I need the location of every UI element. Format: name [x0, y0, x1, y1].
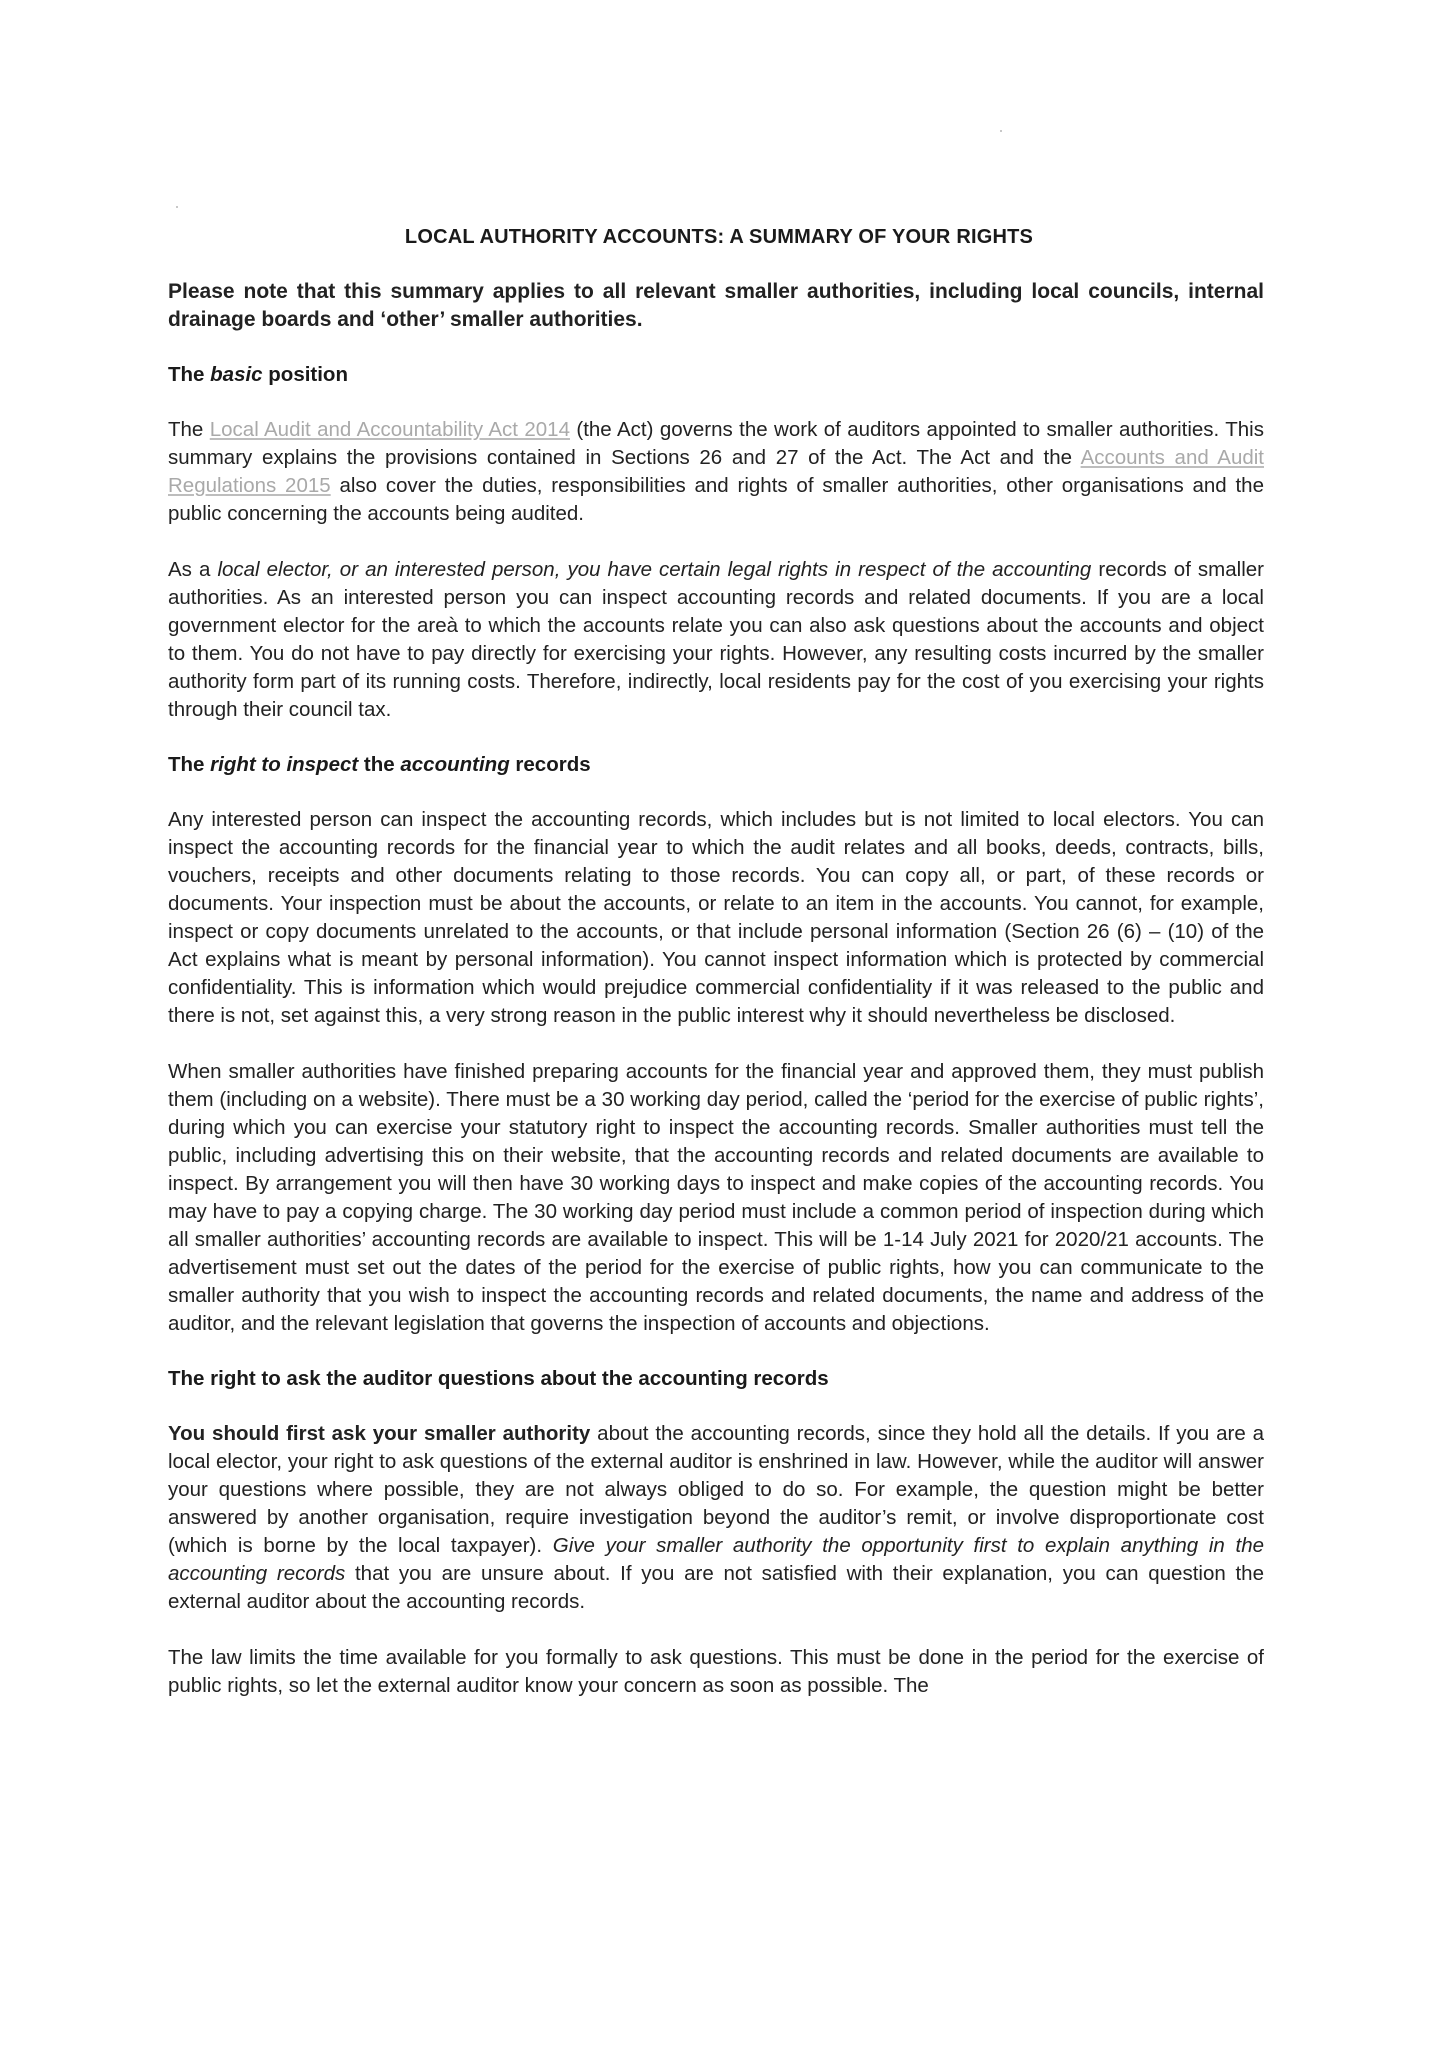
paragraph-public-rights-period: When smaller authorities have finished preparing accounts for the financial year and approved them, they must publish them (including on a website). There must be a 30 working day period, called the ‘period for the exercise of public rights’, during which you can exercise your statutory right to inspect the accounting records. Smaller authorities must tell the public, including advertising this on their website, that the accounting records and related documents are available to inspect. By arrangement you will then have 30 working days to inspect and make copies of the accounting records. You may have to pay a copying charge. The 30 working day period must include a common period of inspection during which all smaller authorities’ accounting records are available to inspect. This will be 1-14 July 2021 for 2020/21 accounts. The advertisement must set out the dates of the period for the exercise of public rights, how you can communicate to the smaller authority that you wish to inspect the accounting records and related documents, the name and address of the auditor, and the relevant legislation that governs the inspection of accounts and objections. — [168, 1060, 1264, 1335]
heading-text-italic: right to inspect — [210, 753, 359, 776]
scan-speck — [176, 206, 178, 208]
paragraph-act — [168, 416, 1264, 528]
heading-text: the — [358, 753, 401, 776]
paragraph-text: also cover the duties, responsibilities and rights of smaller authorities, other organisations and the public concerning the accounts being audited. — [168, 474, 1264, 525]
paragraph-time-limits: The law limits the time available for you formally to ask questions. This must be done in the period for the exercise of public rights, so let the external auditor know your concern as soon as possible. The — [168, 1646, 1264, 1697]
paragraph-text-italic: local elector, or an interested person, you have certain legal rights in respect of the accounting — [217, 558, 1092, 581]
link-accounts-audit-regulations[interactable]: Accounts and Audit Regulations 2015 — [168, 446, 1264, 497]
paragraph-ask-authority-first — [168, 1420, 1264, 1616]
paragraph-text: (the Act) governs the work of auditors appointed to smaller authorities. This summary explains the provisions contained in Sections 26 and 27 of the Act. The Act and the — [168, 418, 1264, 469]
paragraph-text: about the accounting records, since they hold all the details. If you are a local elector, your right to ask questions of the external auditor is enshrined in law. However, while the auditor will answer your questions where possible, they are not always obliged to do so. For example, the question might be better answered by another organisation, require investigation beyond the auditor’s remit, or involve disproportionate cost (which is borne by the local taxpayer). — [168, 1422, 1265, 1557]
lead-note: Please note that this summary applies to all relevant smaller authorities, including local councils, internal drainage boards and ‘other’ smaller authorities. — [168, 280, 1264, 331]
document-title: LOCAL AUTHORITY ACCOUNTS: A SUMMARY OF YOUR RIGHTS — [404, 226, 1034, 248]
paragraph-text: records of smaller authorities. As an interested person you can inspect accounting records and related documents. If you are a local government elector for the areà to which the accounts relate you can also ask questions about the accounts and object to them. You do not have to pay directly for exercising your rights. However, any resulting costs incurred by the smaller authority form part of its running costs. Therefore, indirectly, local residents pay for the cost of you exercising your rights through their council tax. — [168, 558, 1265, 721]
heading-text: position — [262, 363, 348, 386]
heading-text-italic: basic — [210, 363, 263, 386]
paragraph-text: The — [168, 418, 210, 441]
paragraph-text: As a — [168, 558, 218, 581]
paragraph-text: that you are unsure about. If you are not satisfied with their explanation, you can question the external auditor about the accounting records. — [168, 1562, 1264, 1613]
heading-right-to-inspect — [168, 752, 1264, 778]
document-page — [168, 226, 1264, 1728]
heading-basic-position — [168, 362, 1264, 388]
paragraph-text-bold: You should first ask your smaller authority — [168, 1422, 591, 1445]
heading-text-italic: accounting — [400, 753, 510, 776]
heading-text: records — [509, 753, 591, 776]
heading-text: The — [168, 753, 211, 776]
heading-text: The — [168, 363, 211, 386]
paragraph-local-elector — [168, 556, 1264, 724]
link-local-audit-act[interactable]: Local Audit and Accountability Act 2014 — [209, 418, 570, 441]
paragraph-text-italic: Give your smaller authority the opportunity first to explain anything in the accounting records — [168, 1534, 1264, 1585]
heading-right-to-ask-questions: The right to ask the auditor questions about the accounting records — [168, 1367, 829, 1390]
scan-speck — [1000, 130, 1002, 132]
paragraph-inspect-records: Any interested person can inspect the accounting records, which includes but is not limited to local electors. You can inspect the accounting records for the financial year to which the audit relates and all books, deeds, contracts, bills, vouchers, receipts and other documents relating to those records. You can copy all, or part, of these records or documents. Your inspection must be about the accounts, or relate to an item in the accounts. You cannot, for example, inspect or copy documents unrelated to the accounts, or that include personal information (Section 26 (6) – (10) of the Act explains what is meant by personal information). You cannot inspect information which is protected by commercial confidentiality. This is information which would prejudice commercial confidentiality if it was released to the public and there is not, set against this, a very strong reason in the public interest why it should nevertheless be disclosed. — [168, 808, 1264, 1027]
